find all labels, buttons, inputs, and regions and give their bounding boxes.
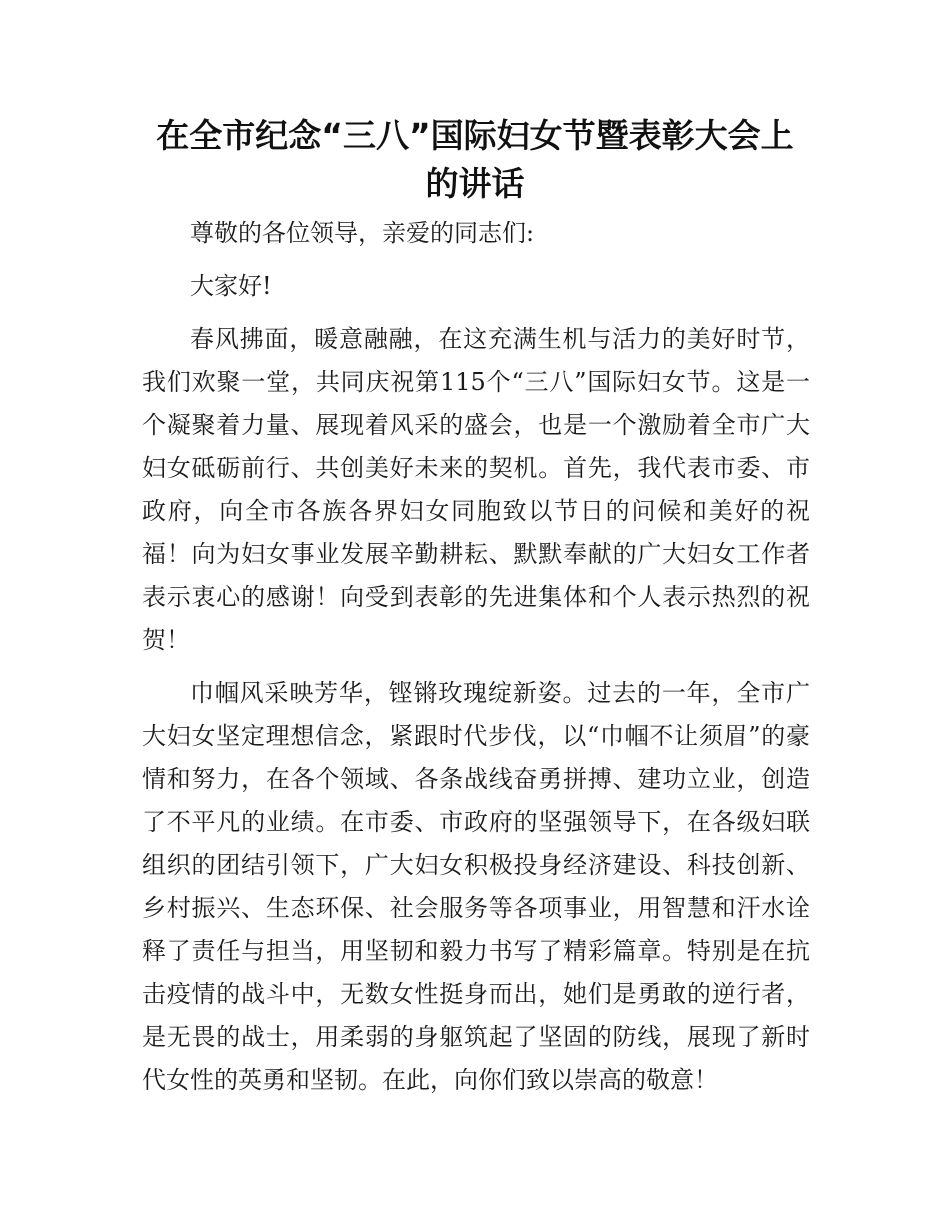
- paragraph-1: 春风拂面，暖意融融，在这充满生机与活力的美好时节，我们欢聚一堂，共同庆祝第115个“三八”国际妇女节。这是一个凝聚着力量、展现着风采的盛会，也是一个激励着全市广大妇女砥砺前行、共创美好未来的契机。首先，我代表市委、市政府，向全市各族各界妇女同胞致以节日的问候和美好的祝福！向为妇女事业发展辛勤耕耘、默默奉献的广大妇女工作者表示衷心的感谢！向受到表彰的先进集体和个人表示热烈的祝贺！: [142, 325, 810, 654]
- salutation: 尊敬的各位领导，亲爱的同志们:: [190, 219, 535, 247]
- document-title: 在全市纪念“三八”国际妇女节暨表彰大会上的讲话: [156, 116, 794, 203]
- paragraph-2: 巾帼风采映芳华，铿锵玫瑰绽新姿。过去的一年，全市广大妇女坚定理想信念，紧跟时代步伐，以“巾帼不让须眉”的豪情和努力，在各个领域、各条战线奋勇拼搏、建功立业，创造了不平凡的业绩。在市委、市政府的坚强领导下，在各级妇联组织的团结引领下，广大妇女积极投身经济建设、科技创新、乡村振兴、生态环保、社会服务等各项事业，用智慧和汗水诠释了责任与担当，用坚韧和毅力书写了精彩篇章。特别是在抗击疫情的战斗中，无数女性挺身而出，她们是勇敢的逆行者，是无畏的战士，用柔弱的身躯筑起了坚固的防线，展现了新时代女性的英勇和坚韧。在此，向你们致以崇高的敬意！: [142, 679, 810, 1094]
- document-body: [142, 212, 810, 1112]
- greeting: 大家好!: [190, 272, 272, 300]
